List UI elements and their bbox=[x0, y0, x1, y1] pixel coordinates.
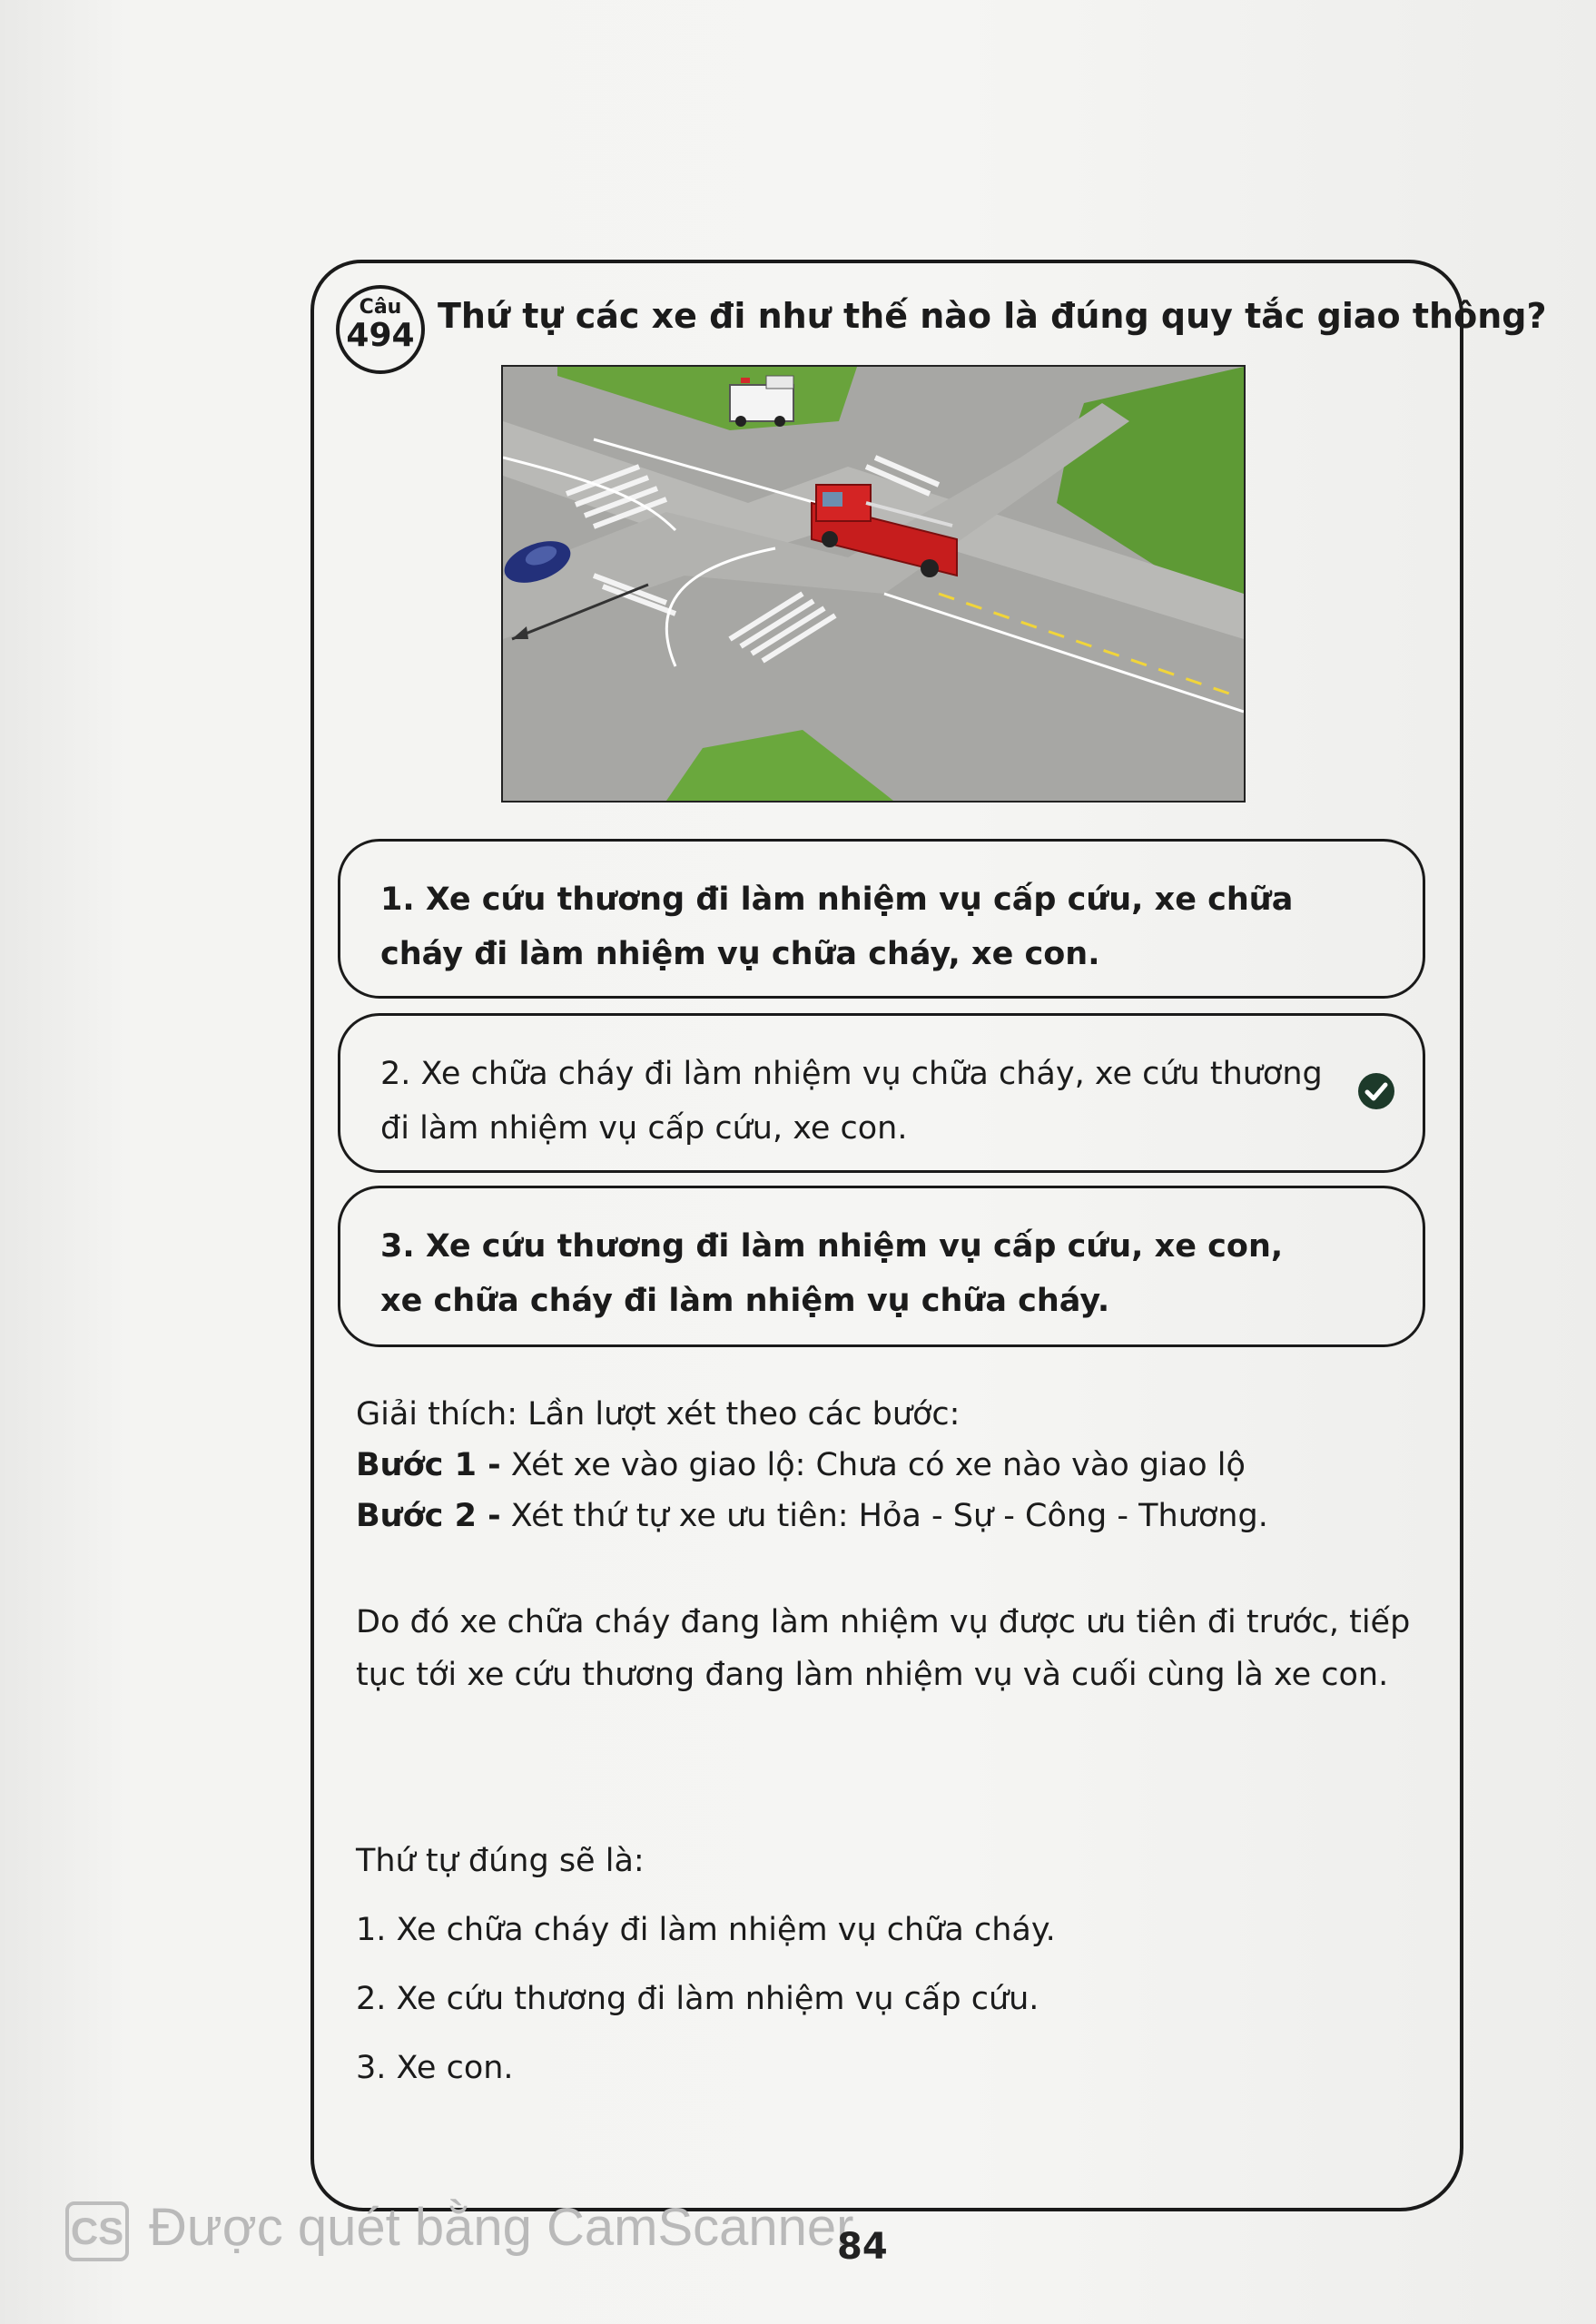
question-badge-label: Câu bbox=[359, 296, 402, 319]
intersection-scene bbox=[503, 367, 1244, 801]
step-1-text: Xét xe vào giao lộ: Chưa có xe nào vào giao lộ bbox=[500, 1447, 1246, 1483]
camscanner-watermark bbox=[65, 2197, 854, 2261]
answer-option-1[interactable] bbox=[338, 839, 1425, 999]
question-number: 494 bbox=[346, 317, 415, 354]
explanation-conclusion: Do đó xe chữa cháy đang làm nhiệm vụ được ưu tiên đi trước, tiếp tục tới xe cứu thương đang làm nhiệm vụ và cuối cùng là xe con. bbox=[356, 1604, 1411, 1693]
correct-order-item-3: 3. Xe con. bbox=[356, 2050, 514, 2086]
explanation-step-2 bbox=[356, 1491, 1427, 1541]
page-number: 84 bbox=[837, 2226, 888, 2268]
explanation-steps bbox=[356, 1389, 1427, 1541]
check-circle-icon bbox=[1356, 1071, 1396, 1111]
intersection-illustration bbox=[501, 365, 1246, 803]
step-1-label: Bước 1 - bbox=[356, 1447, 501, 1483]
answer-option-3-text: 3. Xe cứu thương đi làm nhiệm vụ cấp cứu, xe con, xe chữa cháy đi làm nhiệm vụ chữa cháy. bbox=[380, 1228, 1284, 1319]
camscanner-logo-icon: CS bbox=[65, 2201, 129, 2261]
correct-order-item-1: 1. Xe chữa cháy đi làm nhiệm vụ chữa cháy. bbox=[356, 1912, 1056, 1948]
explanation-intro: Giải thích: Lần lượt xét theo các bước: bbox=[356, 1396, 961, 1433]
correct-order-heading: Thứ tự đúng sẽ là: bbox=[356, 1843, 645, 1879]
watermark-text: Được quét bằng CamScanner bbox=[149, 2198, 854, 2257]
answer-option-2[interactable] bbox=[338, 1013, 1425, 1173]
question-title: Thứ tự các xe đi như thế nào là đúng quy tắc giao thông? bbox=[438, 296, 1547, 336]
explanation-step-1 bbox=[356, 1440, 1427, 1491]
answer-option-3[interactable] bbox=[338, 1186, 1425, 1347]
correct-order-item-2: 2. Xe cứu thương đi làm nhiệm vụ cấp cứu. bbox=[356, 1981, 1039, 2017]
correct-order bbox=[356, 1827, 1427, 2102]
question-number-badge bbox=[336, 285, 425, 374]
step-2-label: Bước 2 - bbox=[356, 1498, 501, 1534]
step-2-text: Xét thứ tự xe ưu tiên: Hỏa - Sự - Công - Thương. bbox=[500, 1498, 1268, 1534]
answer-option-1-text: 1. Xe cứu thương đi làm nhiệm vụ cấp cứu, xe chữa cháy đi làm nhiệm vụ chữa cháy, xe con. bbox=[380, 881, 1294, 972]
answer-option-2-text: 2. Xe chữa cháy đi làm nhiệm vụ chữa cháy, xe cứu thương đi làm nhiệm vụ cấp cứu, xe con. bbox=[380, 1056, 1323, 1147]
